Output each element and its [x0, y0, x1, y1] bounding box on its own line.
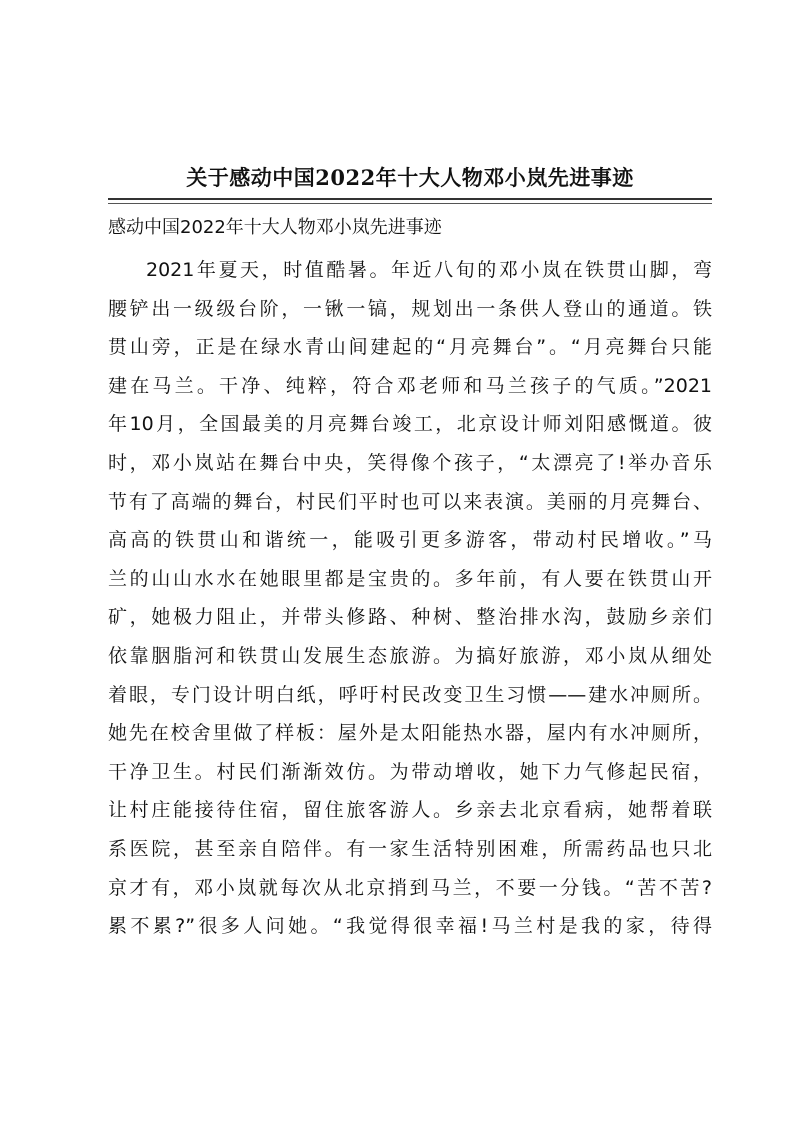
body-line: 2021年夏天，时值酷暑。年近八旬的邓小岚在铁贯山脚，弯 — [146, 259, 712, 281]
body-line: 节有了高端的舞台，村民们平时也可以来表演。美丽的月亮舞台、 — [108, 490, 712, 513]
body-line: 矿，她极力阻止，并带头修路、种树、整治排水沟，鼓励乡亲们 — [108, 606, 712, 629]
body-line: 干净卫生。村民们渐渐效仿。为带动增收，她下力气修起民宿， — [108, 760, 712, 783]
document-subtitle: 感动中国2022年十大人物邓小岚先进事迹 — [108, 217, 442, 238]
body-line: 让村庄能接待住宿，留住旅客游人。乡亲去北京看病，她帮着联 — [108, 799, 712, 822]
body-line: 贯山旁，正是在绿水青山间建起的“月亮舞台”。“月亮舞台只能 — [108, 336, 712, 359]
body-line: 着眼，专门设计明白纸，呼吁村民改变卫生习惯——建水冲厕所。 — [108, 683, 712, 706]
title-rule-thick — [108, 198, 712, 200]
body-line: 依靠胭脂河和铁贯山发展生态旅游。为搞好旅游，邓小岚从细处 — [108, 644, 712, 667]
body-line: 京才有，邓小岚就每次从北京捎到马兰，不要一分钱。“苦不苦? — [108, 876, 712, 899]
body-line: 高高的铁贯山和谐统一，能吸引更多游客，带动村民增收。”马 — [108, 529, 712, 552]
title-rule-thin — [108, 203, 712, 204]
body-line: 建在马兰。干净、纯粹，符合邓老师和马兰孩子的气质。”2021 — [108, 374, 712, 397]
body-line: 累不累?”很多人问她。“我觉得很幸福!马兰村是我的家，待得 — [108, 915, 712, 938]
body-line: 系医院，甚至亲自陪伴。有一家生活特别困难，所需药品也只北 — [108, 837, 712, 860]
body-line: 年10月，全国最美的月亮舞台竣工，北京设计师刘阳感慨道。彼 — [108, 413, 712, 436]
body-line: 腰铲出一级级台阶，一锹一镐，规划出一条供人登山的通道。铁 — [108, 297, 712, 320]
body-line: 兰的山山水水在她眼里都是宝贵的。多年前，有人要在铁贯山开 — [108, 567, 712, 590]
body-paragraph — [108, 251, 712, 946]
document-title: 关于感动中国2022年十大人物邓小岚先进事迹 — [186, 165, 634, 190]
body-line: 她先在校舍里做了样板：屋外是太阳能热水器，屋内有水冲厕所， — [108, 722, 712, 745]
body-line: 时，邓小岚站在舞台中央，笑得像个孩子，“太漂亮了!举办音乐 — [108, 451, 712, 474]
